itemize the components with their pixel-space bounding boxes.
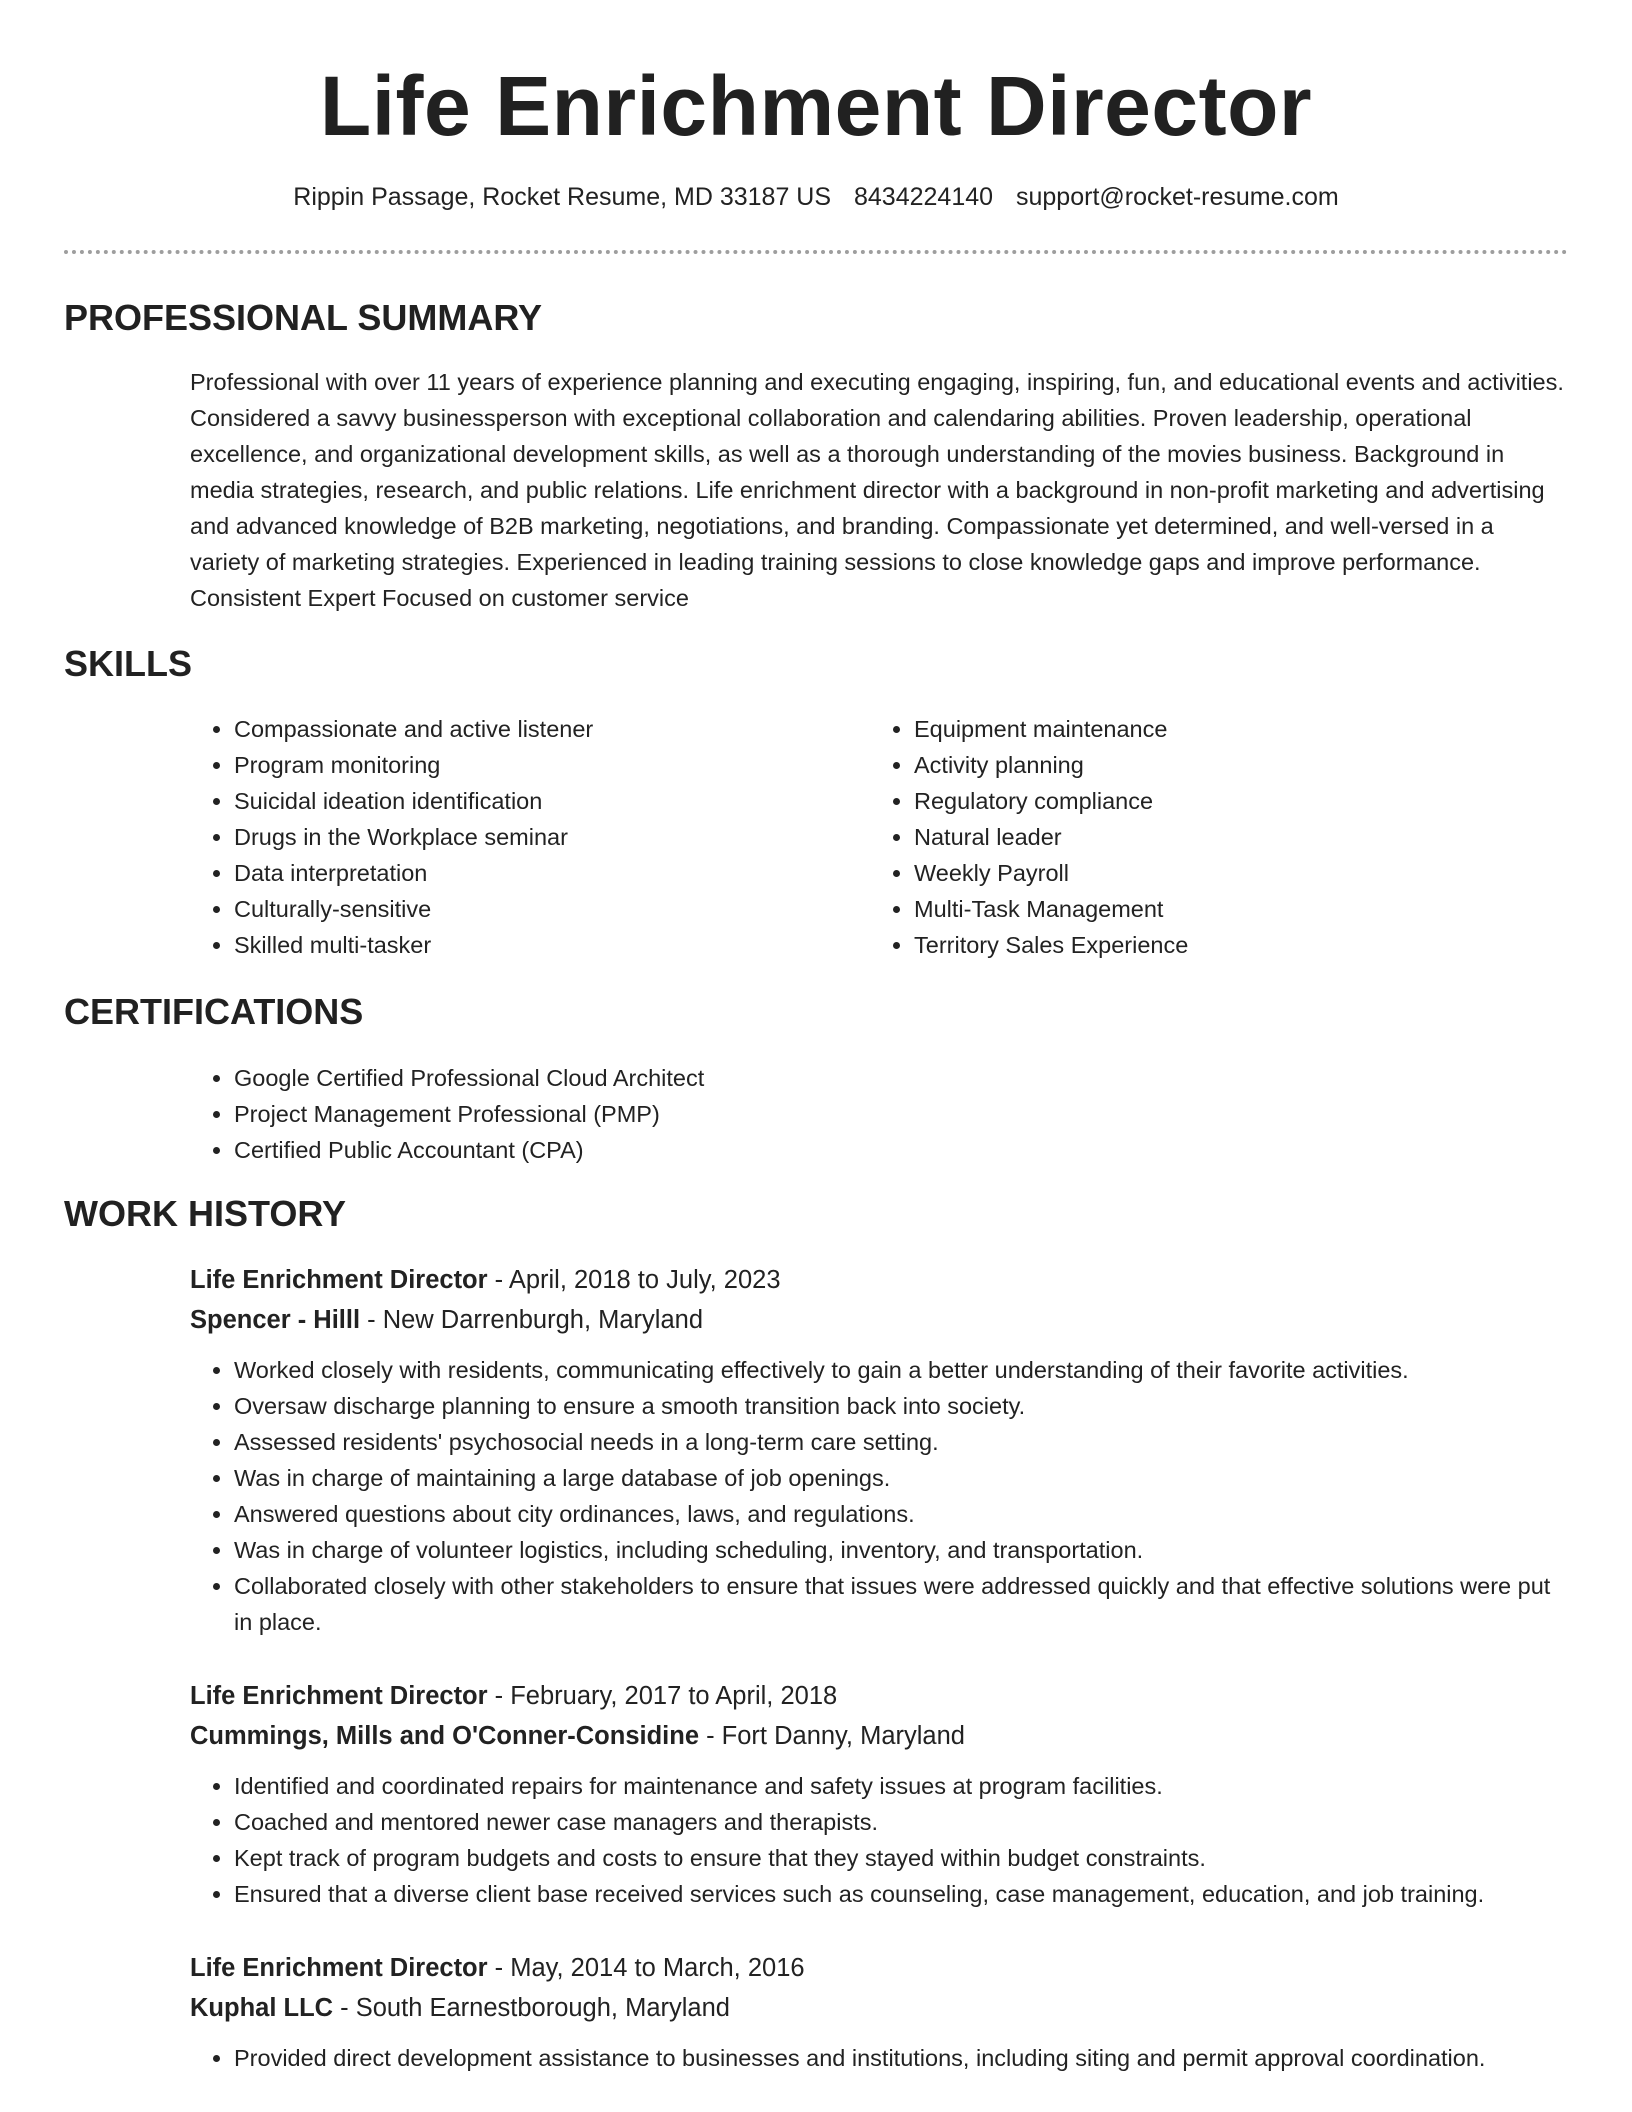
contact-address: Rippin Passage, Rocket Resume, MD 33187 US bbox=[293, 183, 832, 211]
job-bullet: • Assessed residents' psychosocial needs in a long-term care setting. bbox=[234, 1424, 1568, 1460]
skills-column-left bbox=[190, 711, 850, 963]
job-entry bbox=[190, 1676, 1568, 1912]
job-entry bbox=[190, 1948, 1568, 2076]
certification-item: • Project Management Professional (PMP) bbox=[234, 1096, 1190, 1132]
certification-item: • Google Certified Professional Cloud Architect bbox=[234, 1060, 1190, 1096]
skill-item: • Culturally-sensitive bbox=[234, 891, 850, 927]
skill-item: • Weekly Payroll bbox=[914, 855, 1530, 891]
skill-item: • Activity planning bbox=[914, 747, 1530, 783]
summary-heading: PROFESSIONAL SUMMARY bbox=[64, 297, 543, 338]
skill-item: • Suicidal ideation identification bbox=[234, 783, 850, 819]
certifications-heading: CERTIFICATIONS bbox=[64, 991, 364, 1032]
job-entry bbox=[190, 1260, 1568, 1640]
job-bullet: • Provided direct development assistance to businesses and institutions, including siting and permit approval coordination. bbox=[234, 2040, 1568, 2076]
job-dates: - May, 2014 to March, 2016 bbox=[487, 1954, 805, 1982]
header-divider bbox=[64, 250, 1568, 254]
job-bullet: • Identified and coordinated repairs for maintenance and safety issues at program facilities. bbox=[234, 1768, 1568, 1804]
contact-email: support@rocket-resume.com bbox=[1016, 183, 1339, 211]
contact-phone: 8434224140 bbox=[854, 183, 994, 211]
job-company: Kuphal LLC bbox=[190, 1994, 334, 2022]
job-bullet: • Worked closely with residents, communicating effectively to gain a better understanding of their favorite activities. bbox=[234, 1352, 1568, 1388]
job-bullet: • Kept track of program budgets and costs to ensure that they stayed within budget constraints. bbox=[234, 1840, 1568, 1876]
skills-heading: SKILLS bbox=[64, 643, 193, 684]
skill-item: • Regulatory compliance bbox=[914, 783, 1530, 819]
job-company: Cummings, Mills and O'Conner-Considine bbox=[190, 1722, 700, 1750]
job-bullet: • Coached and mentored newer case managers and therapists. bbox=[234, 1804, 1568, 1840]
skill-item: • Territory Sales Experience bbox=[914, 927, 1530, 963]
work-history-heading: WORK HISTORY bbox=[64, 1193, 347, 1234]
job-bullet: • Was in charge of volunteer logistics, including scheduling, inventory, and transportation. bbox=[234, 1532, 1568, 1568]
job-company-line bbox=[190, 1716, 1568, 1756]
job-location: - South Earnestborough, Maryland bbox=[333, 1994, 730, 2022]
certifications-list bbox=[190, 1060, 1190, 1168]
job-title-line bbox=[190, 1948, 1568, 1988]
job-title-line bbox=[190, 1260, 1568, 1300]
job-bullet: • Was in charge of maintaining a large database of job openings. bbox=[234, 1460, 1568, 1496]
certification-item: • Certified Public Accountant (CPA) bbox=[234, 1132, 1190, 1168]
skill-item: • Skilled multi-tasker bbox=[234, 927, 850, 963]
resume-name: Life Enrichment Director bbox=[319, 59, 1313, 153]
job-bullet: • Answered questions about city ordinances, laws, and regulations. bbox=[234, 1496, 1568, 1532]
job-title: Life Enrichment Director bbox=[190, 1954, 488, 1982]
skill-item: • Compassionate and active listener bbox=[234, 711, 850, 747]
resume-page bbox=[64, 0, 1568, 2071]
job-bullet: • Ensured that a diverse client base received services such as counseling, case management, education, and job training. bbox=[234, 1876, 1568, 1912]
job-title: Life Enrichment Director bbox=[190, 1682, 488, 1710]
job-company-line bbox=[190, 1300, 1568, 1340]
job-location: - New Darrenburgh, Maryland bbox=[360, 1306, 704, 1334]
job-dates: - April, 2018 to July, 2023 bbox=[487, 1266, 781, 1294]
job-company: Spencer - Hilll bbox=[190, 1306, 361, 1334]
skill-item: • Equipment maintenance bbox=[914, 711, 1530, 747]
skill-item: • Natural leader bbox=[914, 819, 1530, 855]
skill-item: • Drugs in the Workplace seminar bbox=[234, 819, 850, 855]
job-title: Life Enrichment Director bbox=[190, 1266, 488, 1294]
job-dates: - February, 2017 to April, 2018 bbox=[487, 1682, 838, 1710]
summary-text: Professional with over 11 years of experience planning and executing engaging, inspiring, fun, and educational events and activities. Considered a savvy businessperson with exceptional collaboration and calendaring abilities. Proven leadership, operational excellence, and organizational development skills, as well as a thorough understanding of the movies business. Background in media strategies, research, and public relations. Life enrichment director with a background in non-profit marketing and advertising and advanced knowledge of B2B marketing, negotiations, and branding. Compassionate yet determined, and well-versed in a variety of marketing strategies. Experienced in leading training sessions to close knowledge gaps and improve performance. Consistent Expert Focused on customer service bbox=[190, 369, 1564, 611]
skill-item: • Data interpretation bbox=[234, 855, 850, 891]
job-company-line bbox=[190, 1988, 1568, 2028]
skills-column-right bbox=[870, 711, 1530, 963]
job-bullet: • Collaborated closely with other stakeholders to ensure that issues were addressed quickly and that effective solutions were put in place. bbox=[234, 1568, 1568, 1640]
contact-line bbox=[64, 180, 1568, 214]
skill-item: • Program monitoring bbox=[234, 747, 850, 783]
job-location: - Fort Danny, Maryland bbox=[699, 1722, 965, 1750]
job-bullet: • Oversaw discharge planning to ensure a smooth transition back into society. bbox=[234, 1388, 1568, 1424]
skill-item: • Multi-Task Management bbox=[914, 891, 1530, 927]
job-title-line bbox=[190, 1676, 1568, 1716]
